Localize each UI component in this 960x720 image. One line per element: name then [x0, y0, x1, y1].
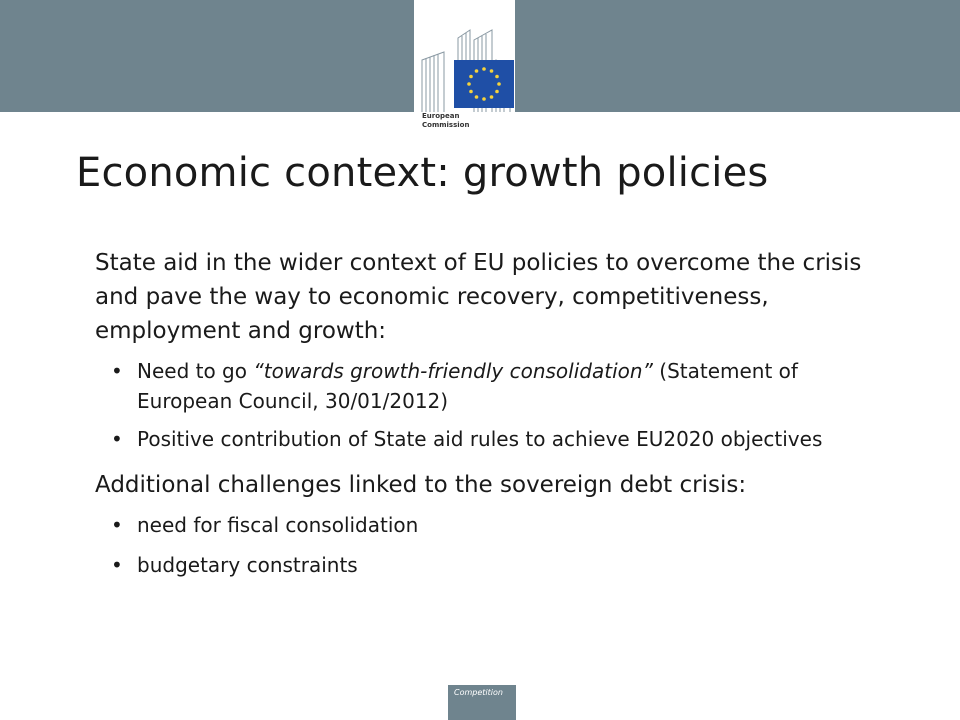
eu-star-icon — [482, 97, 486, 101]
logo-line-2: Commission — [422, 121, 470, 129]
berlaymont-building-icon — [414, 0, 515, 112]
logo-line-1: European — [422, 112, 460, 120]
eu-star-icon — [469, 75, 473, 79]
bullet-list-challenges — [95, 510, 865, 580]
bullet-item-growth-friendly — [95, 356, 865, 416]
eu-star-icon — [467, 82, 471, 86]
european-commission-logo — [414, 0, 515, 140]
footer-tab — [448, 685, 516, 720]
eu-star-icon — [495, 75, 499, 79]
bullet-prefix: Need to go — [137, 359, 254, 383]
bullet-quote: “towards growth-friendly consolidation” — [253, 359, 653, 383]
eu-star-icon — [495, 90, 499, 94]
eu-star-icon — [482, 67, 486, 71]
bullet-suffix: (Statement of European Council, 30/01/2012) — [137, 359, 798, 413]
slide-title: Economic context: growth policies — [76, 150, 769, 196]
eu-star-icon — [490, 69, 494, 73]
eu-star-icon — [469, 90, 473, 94]
bullet-list-growth — [95, 356, 865, 454]
slide-body — [95, 246, 865, 594]
paragraph-challenges: Additional challenges linked to the sovereign debt crisis: — [95, 472, 747, 498]
footer-label: Competition — [454, 688, 503, 697]
bullet-item-budgetary: • budgetary constraints — [95, 550, 865, 580]
eu-star-icon — [497, 82, 501, 86]
paragraph-state-aid: State aid in the wider context of EU policies to overcome the crisis and pave the way to economic recovery, competitiveness, employment and growth: — [95, 250, 862, 344]
eu-star-icon — [475, 69, 479, 73]
eu-star-icon — [490, 95, 494, 99]
bullet-item-fiscal: • need for fiscal consolidation — [95, 510, 865, 540]
eu-star-icon — [475, 95, 479, 99]
eu-flag-icon — [454, 60, 514, 108]
bullet-item-eu2020: • Positive contribution of State aid rules to achieve EU2020 objectives — [95, 424, 865, 454]
